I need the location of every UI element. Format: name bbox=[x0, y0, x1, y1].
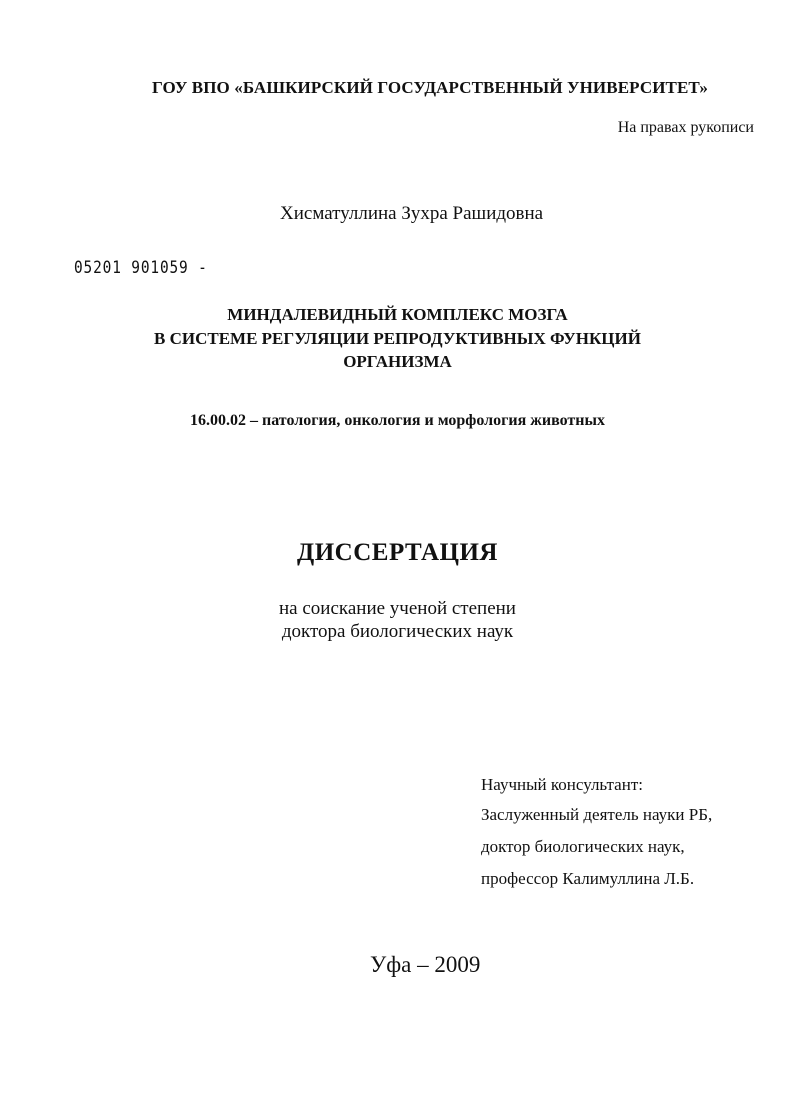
consultant-name: профессор Калимуллина Л.Б. bbox=[481, 869, 695, 888]
specialty-code: 16.00.02 – патология, онкология и морфология животных bbox=[190, 412, 605, 429]
document-type-heading: ДИССЕРТАЦИЯ bbox=[297, 539, 498, 566]
manuscript-rights-note: На правах рукописи bbox=[617, 119, 754, 136]
consultant-title: Заслуженный деятель науки РБ, bbox=[481, 805, 713, 824]
consultant-degree: доктор биологических наук, bbox=[481, 837, 685, 856]
degree-line-1: на соискание ученой степени bbox=[279, 598, 516, 619]
dissertation-title-line-2: В СИСТЕМЕ РЕГУЛЯЦИИ РЕПРОДУКТИВНЫХ ФУНКЦИЙ bbox=[154, 329, 641, 348]
dissertation-title-line-1: МИНДАЛЕВИДНЫЙ КОМПЛЕКС МОЗГА bbox=[227, 305, 568, 324]
author-name: Хисматуллина Зухра Рашидовна bbox=[280, 203, 544, 224]
degree-line-2: доктора биологических наук bbox=[281, 621, 514, 642]
catalog-number-stamp: 05201 901059 - bbox=[74, 258, 208, 278]
dissertation-title-line-3: ОРГАНИЗМА bbox=[343, 352, 452, 371]
university-name: ГОУ ВПО «БАШКИРСКИЙ ГОСУДАРСТВЕННЫЙ УНИВЕРСИТЕТ» bbox=[152, 78, 708, 97]
city-year: Уфа – 2009 bbox=[370, 952, 481, 977]
consultant-heading: Научный консультант: bbox=[481, 775, 643, 794]
